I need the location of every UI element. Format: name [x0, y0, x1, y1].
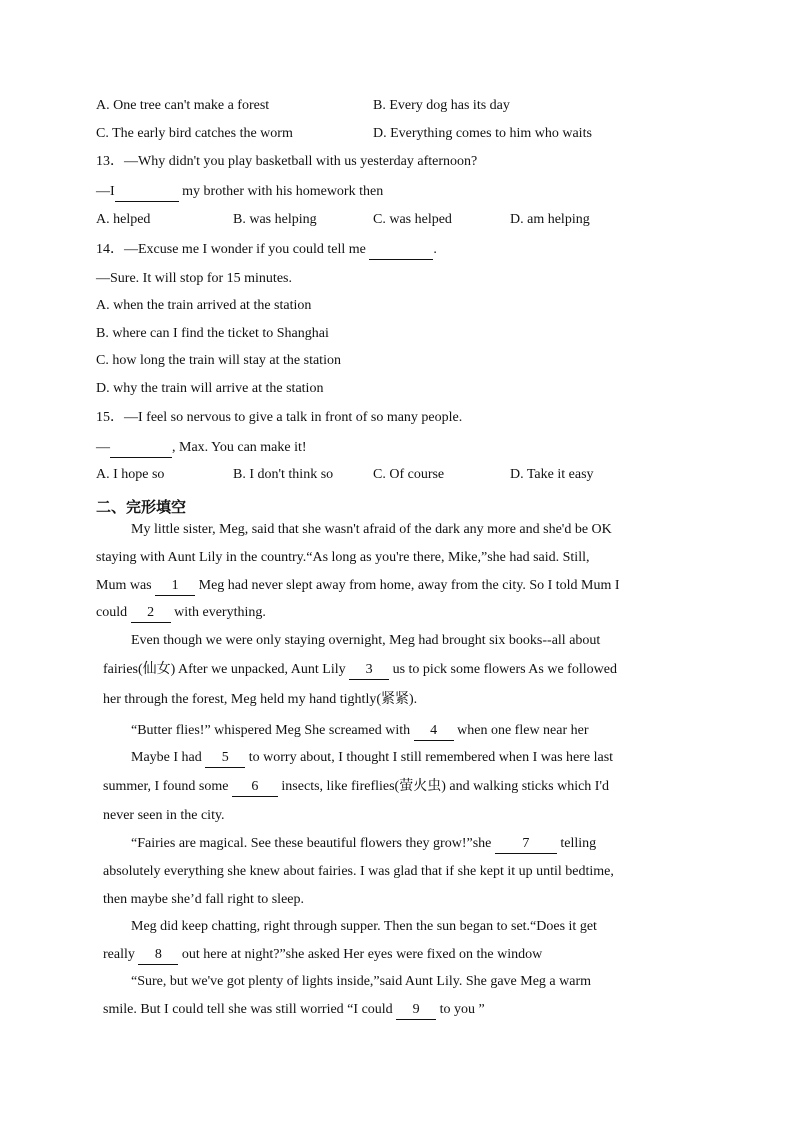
- q13-blank[interactable]: [115, 183, 179, 202]
- section-title: 二、完形填空: [96, 498, 187, 516]
- passage-line-12: “Fairies are magical. See these beautiful flowers they grow!”she 7 telling: [131, 835, 596, 854]
- q12-option-d: D. Everything comes to him who waits: [373, 126, 592, 141]
- cloze-blank-1[interactable]: 1: [155, 577, 195, 596]
- q15-answer-post: , Max. You can make it!: [172, 440, 307, 455]
- passage-line-15: Meg did keep chatting, right through supper. Then the sun began to set.“Does it get: [131, 919, 597, 934]
- passage-line-18: smile. But I could tell she was still worried “I could 9 to you ”: [103, 1001, 485, 1020]
- q14-option-a: A. when the train arrived at the station: [96, 298, 312, 313]
- q14-stem-pre: 14．—Excuse me I wonder if you could tell me: [96, 242, 366, 257]
- passage-line-5: Even though we were only staying overnight, Meg had brought six books--all about: [131, 633, 601, 648]
- passage-line-9: Maybe I had 5 to worry about, I thought I still remembered when I was here last: [131, 749, 613, 768]
- q14-option-d: D. why the train will arrive at the station: [96, 381, 324, 396]
- q15-answer-line: [96, 439, 307, 458]
- passage-line-17: “Sure, but we've got plenty of lights inside,”said Aunt Lily. She gave Meg a warm: [131, 974, 592, 989]
- q13-answer-post: my brother with his homework then: [182, 184, 384, 199]
- q15-option-c: C. Of course: [373, 467, 445, 482]
- passage-line-11: never seen in the city.: [103, 808, 225, 823]
- q12-option-c: C. The early bird catches the worm: [96, 126, 293, 141]
- cloze-blank-3[interactable]: 3: [349, 661, 389, 680]
- q15-option-d: D. Take it easy: [510, 467, 594, 482]
- q14-stem-post: .: [433, 242, 437, 257]
- q13-stem: 13．—Why didn't you play basketball with us yesterday afternoon?: [96, 154, 478, 169]
- passage-line-16: really 8 out here at night?”she asked Her eyes were fixed on the window: [103, 946, 542, 965]
- q13-option-d: D. am helping: [510, 212, 590, 227]
- passage-line-6: fairies(仙女) After we unpacked, Aunt Lily 3 us to pick some flowers As we followed: [103, 661, 617, 680]
- q15-blank[interactable]: [110, 439, 172, 458]
- passage-line-1: My little sister, Meg, said that she wasn't afraid of the dark any more and she'd be OK: [131, 522, 612, 537]
- passage-line-7: her through the forest, Meg held my hand tightly(紧紧).: [103, 692, 418, 707]
- q14-option-c: C. how long the train will stay at the station: [96, 353, 341, 368]
- cloze-blank-7[interactable]: 7: [495, 835, 557, 854]
- q12-option-a: A. One tree can't make a forest: [96, 98, 270, 113]
- cloze-blank-2[interactable]: 2: [131, 604, 171, 623]
- q15-stem: 15．—I feel so nervous to give a talk in front of so many people.: [96, 410, 463, 425]
- cloze-blank-9[interactable]: 9: [396, 1001, 436, 1020]
- passage-line-10: summer, I found some 6 insects, like fireflies(萤火虫) and walking sticks which I'd: [103, 778, 609, 797]
- passage-line-2: staying with Aunt Lily in the country.“As long as you're there, Mike,”she had said. Still,: [96, 550, 590, 565]
- q13-option-a: A. helped: [96, 212, 151, 227]
- passage-line-4: could 2 with everything.: [96, 604, 266, 623]
- passage-line-8: “Butter flies!” whispered Meg She screamed with 4 when one flew near her: [131, 722, 589, 741]
- cloze-blank-8[interactable]: 8: [138, 946, 178, 965]
- q13-option-b: B. was helping: [233, 212, 317, 227]
- q13-answer-pre: —I: [96, 184, 115, 199]
- passage-line-14: then maybe she’d fall right to sleep.: [103, 892, 304, 907]
- q12-option-b: B. Every dog has its day: [373, 98, 510, 113]
- cloze-blank-5[interactable]: 5: [205, 749, 245, 768]
- q15-answer-pre: —: [96, 440, 110, 455]
- q14-blank[interactable]: [369, 241, 433, 260]
- cloze-blank-6[interactable]: 6: [232, 778, 278, 797]
- passage-line-13: absolutely everything she knew about fairies. I was glad that if she kept it up until bedtime,: [103, 864, 614, 879]
- passage-line-3: Mum was 1 Meg had never slept away from home, away from the city. So I told Mum I: [96, 577, 620, 596]
- cloze-blank-4[interactable]: 4: [414, 722, 454, 741]
- q13-option-c: C. was helped: [373, 212, 452, 227]
- q14-option-b: B. where can I find the ticket to Shanghai: [96, 326, 329, 341]
- q14-stem: [96, 241, 437, 260]
- q13-answer-line: [96, 183, 383, 202]
- q15-option-b: B. I don't think so: [233, 467, 334, 482]
- q15-option-a: A. I hope so: [96, 467, 165, 482]
- q14-answer-line: —Sure. It will stop for 15 minutes.: [96, 271, 292, 286]
